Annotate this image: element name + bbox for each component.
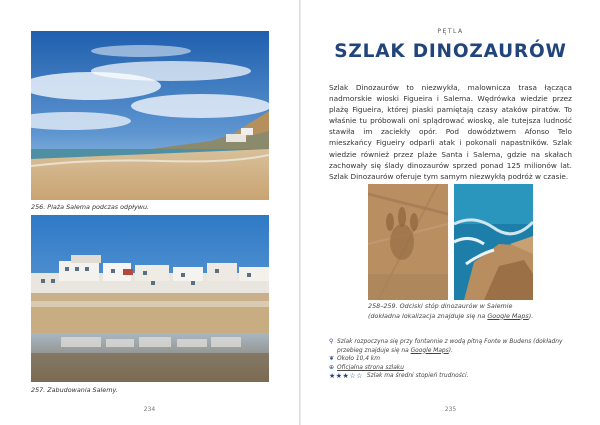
body-paragraph: Szlak Dinozaurów to niezwykła, malownicza trasa łącząca nadmorskie wioski Figueira i Salema. Wędrówka wiedzie przez plażę Figueira, której piaski pamiętają czasy ataków piratów. To właśnie tu próbowali oni splądrować wioskę, ale tutejsza ludność stawiła im zaciekły opór. Pod dowództwem Afonso Telo mieszkańcy Figueiry odparli atak i pokonali napastników. Szlak wiedzie również przez plaże Santa i Salema, gdzie na skałach zachowały się ślady dinozaurów sprzed ponad 125 milionów lat. Szlak Dinozaurów oferuje tym samym niezwykłą podróż w czasie.	[329, 83, 572, 181]
photo-salema-buildings	[31, 215, 269, 382]
info-distance: ❦ Około 10,4 km	[329, 355, 380, 363]
photo-dino-footprint	[368, 184, 448, 300]
globe-icon: ⊕	[329, 363, 335, 371]
photo-caption-258-259: 258–259. Odciski stóp dinozaurów w Salemie (dokładna lokalizacja znajduje się na Google Maps).	[368, 302, 534, 320]
official-site-link[interactable]: Oficjalna strona szlaku	[337, 364, 404, 371]
photo-caption-256: 256. Plaża Salema podczas odpływu.	[31, 203, 150, 211]
trail-info-box	[329, 338, 574, 381]
google-maps-link-route[interactable]: Google Maps	[410, 347, 449, 354]
page-number-left: 234	[143, 406, 156, 413]
right-page	[301, 0, 600, 425]
photo-caption-257: 257. Zabudowania Salemy.	[31, 386, 118, 394]
left-page	[0, 0, 299, 425]
pin-icon: ⚲	[329, 338, 334, 345]
info-start: ⚲ Szlak rozpoczyna się przy fontannie z wodą pitną Fonte w Budens (dokładny przebieg znajduje się na Google Maps).	[329, 338, 563, 354]
section-kicker: PĘTLA	[437, 28, 464, 35]
page-title: SZLAK DINOZAURÓW	[334, 41, 567, 62]
page-number-right: 235	[444, 406, 457, 413]
info-difficulty: ★★★☆☆ Szlak ma średni stopień trudności.	[329, 372, 469, 381]
google-maps-link[interactable]: Google Maps	[487, 311, 529, 320]
photo-coastal-rocks	[454, 184, 533, 300]
photo-salema-beach	[31, 31, 269, 200]
star-icon: ★★★☆☆	[329, 372, 363, 381]
info-official	[329, 364, 574, 373]
footsteps-icon: ❦	[329, 355, 335, 363]
